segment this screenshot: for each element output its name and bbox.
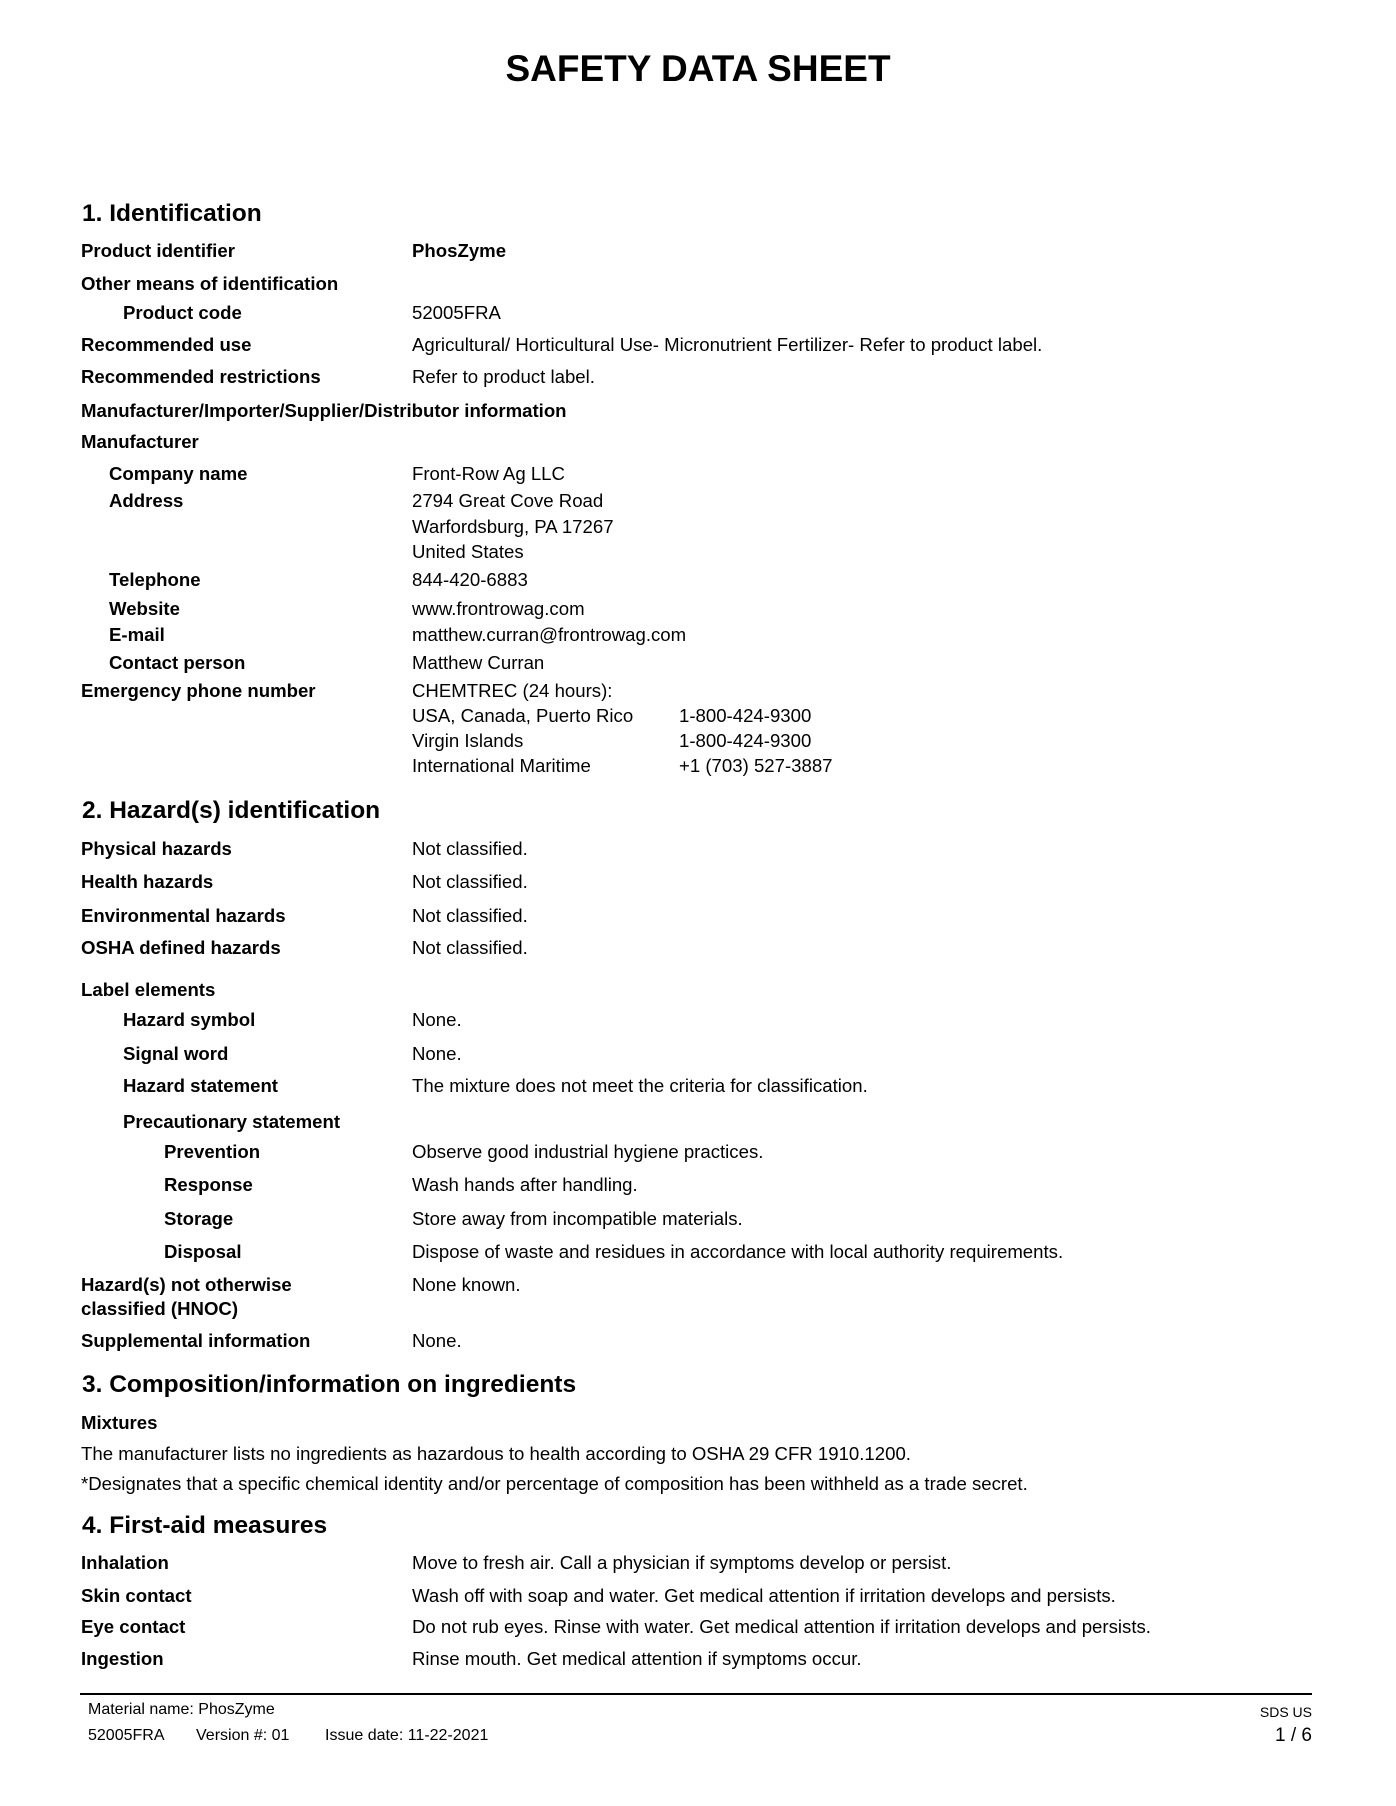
precaution-label: Prevention bbox=[164, 1141, 261, 1162]
telephone-value: 844-420-6883 bbox=[412, 569, 528, 590]
manufacturer-info-label: Manufacturer/Importer/Supplier/Distributor information bbox=[81, 400, 567, 421]
section-heading-hazards: 2. Hazard(s) identification bbox=[82, 797, 381, 824]
product-identifier-value: PhosZyme bbox=[412, 240, 507, 261]
footer-version: Version #: 01 bbox=[196, 1727, 290, 1744]
recommended-restrictions-value: Refer to product label. bbox=[412, 366, 595, 387]
emergency-region: USA, Canada, Puerto Rico bbox=[412, 705, 634, 726]
address-label: Address bbox=[109, 490, 184, 511]
hazard-row-label: Health hazards bbox=[81, 871, 214, 892]
precaution-value: Observe good industrial hygiene practices. bbox=[412, 1141, 764, 1162]
composition-paragraph: *Designates that a specific chemical identity and/or percentage of composition has been withheld as a trade secret. bbox=[81, 1473, 1028, 1494]
address-line: Warfordsburg, PA 17267 bbox=[412, 516, 614, 537]
mixtures-label: Mixtures bbox=[81, 1412, 158, 1433]
label-elements-label: Label elements bbox=[81, 979, 216, 1000]
signal-word-label: Signal word bbox=[123, 1043, 229, 1064]
emergency-region: Virgin Islands bbox=[412, 730, 524, 751]
precaution-label: Disposal bbox=[164, 1241, 242, 1262]
recommended-restrictions-label: Recommended restrictions bbox=[81, 366, 321, 387]
first-aid-value: Move to fresh air. Call a physician if symptoms develop or persist. bbox=[412, 1552, 952, 1573]
first-aid-label: Eye contact bbox=[81, 1616, 186, 1637]
product-code-label: Product code bbox=[123, 302, 242, 323]
contact-person-label: Contact person bbox=[109, 652, 246, 673]
precaution-label: Storage bbox=[164, 1208, 234, 1229]
hazard-symbol-value: None. bbox=[412, 1009, 462, 1030]
hazard-row-label: OSHA defined hazards bbox=[81, 937, 281, 958]
company-name-value: Front-Row Ag LLC bbox=[412, 463, 565, 484]
hnoc-label: Hazard(s) not otherwise bbox=[81, 1274, 292, 1295]
first-aid-label: Skin contact bbox=[81, 1585, 192, 1606]
section-heading-first-aid: 4. First-aid measures bbox=[82, 1512, 328, 1539]
manufacturer-label: Manufacturer bbox=[81, 431, 199, 452]
footer-page-number: 1 / 6 bbox=[1275, 1725, 1312, 1746]
hazard-row-label: Physical hazards bbox=[81, 838, 232, 859]
precaution-value: Store away from incompatible materials. bbox=[412, 1208, 743, 1229]
footer-issue-date: Issue date: 11-22-2021 bbox=[325, 1727, 489, 1744]
product-identifier-label: Product identifier bbox=[81, 240, 235, 261]
emergency-header: CHEMTREC (24 hours): bbox=[412, 680, 613, 701]
first-aid-label: Inhalation bbox=[81, 1552, 169, 1573]
footer-material-name: Material name: PhosZyme bbox=[88, 1701, 275, 1718]
first-aid-value: Do not rub eyes. Rinse with water. Get medical attention if irritation develops and persists. bbox=[412, 1616, 1151, 1637]
other-means-label: Other means of identification bbox=[81, 273, 339, 294]
hazard-statement-value: The mixture does not meet the criteria for classification. bbox=[412, 1075, 868, 1096]
email-link[interactable]: matthew.curran@frontrowag.com bbox=[412, 624, 687, 645]
footer-doc-type: SDS US bbox=[1259, 1704, 1312, 1720]
hazard-statement-label: Hazard statement bbox=[123, 1075, 278, 1096]
emergency-phone: +1 (703) 527-3887 bbox=[679, 755, 833, 776]
first-aid-value: Rinse mouth. Get medical attention if symptoms occur. bbox=[412, 1648, 862, 1669]
telephone-label: Telephone bbox=[109, 569, 201, 590]
contact-person-value: Matthew Curran bbox=[412, 652, 545, 673]
hazard-row-label: Environmental hazards bbox=[81, 905, 286, 926]
supplemental-info-value: None. bbox=[412, 1330, 462, 1351]
recommended-use-value: Agricultural/ Horticultural Use- Micronutrient Fertilizer- Refer to product label. bbox=[412, 334, 1043, 355]
company-name-label: Company name bbox=[109, 463, 248, 484]
first-aid-value: Wash off with soap and water. Get medical attention if irritation develops and persists. bbox=[412, 1585, 1116, 1606]
emergency-phone: 1-800-424-9300 bbox=[679, 730, 812, 751]
address-line: United States bbox=[412, 541, 524, 562]
first-aid-label: Ingestion bbox=[81, 1648, 164, 1669]
hazard-row-value: Not classified. bbox=[412, 871, 528, 892]
emergency-region: International Maritime bbox=[412, 755, 591, 776]
product-code-value: 52005FRA bbox=[412, 302, 501, 323]
precaution-label: Response bbox=[164, 1174, 253, 1195]
document-title: SAFETY DATA SHEET bbox=[505, 48, 891, 89]
hnoc-value: None known. bbox=[412, 1274, 521, 1295]
signal-word-value: None. bbox=[412, 1043, 462, 1064]
recommended-use-label: Recommended use bbox=[81, 334, 252, 355]
precaution-value: Dispose of waste and residues in accordance with local authority requirements. bbox=[412, 1241, 1064, 1262]
hazard-row-value: Not classified. bbox=[412, 937, 528, 958]
hnoc-label-line2: classified (HNOC) bbox=[81, 1298, 239, 1319]
website-label: Website bbox=[109, 598, 180, 619]
precautionary-statement-label: Precautionary statement bbox=[123, 1111, 341, 1132]
section-heading-identification: 1. Identification bbox=[82, 200, 262, 227]
hazard-row-value: Not classified. bbox=[412, 838, 528, 859]
email-label: E-mail bbox=[109, 624, 165, 645]
website-link[interactable]: www.frontrowag.com bbox=[412, 598, 585, 619]
section-heading-composition: 3. Composition/information on ingredients bbox=[82, 1371, 577, 1398]
emergency-phone-label: Emergency phone number bbox=[81, 680, 316, 701]
supplemental-info-label: Supplemental information bbox=[81, 1330, 311, 1351]
hazard-row-value: Not classified. bbox=[412, 905, 528, 926]
footer-product-code: 52005FRA bbox=[88, 1727, 165, 1744]
precaution-value: Wash hands after handling. bbox=[412, 1174, 638, 1195]
hazard-symbol-label: Hazard symbol bbox=[123, 1009, 256, 1030]
composition-paragraph: The manufacturer lists no ingredients as hazardous to health according to OSHA 29 CFR 1910.1200. bbox=[81, 1443, 911, 1464]
address-line: 2794 Great Cove Road bbox=[412, 490, 604, 511]
footer-divider bbox=[80, 1693, 1312, 1695]
emergency-phone: 1-800-424-9300 bbox=[679, 705, 812, 726]
